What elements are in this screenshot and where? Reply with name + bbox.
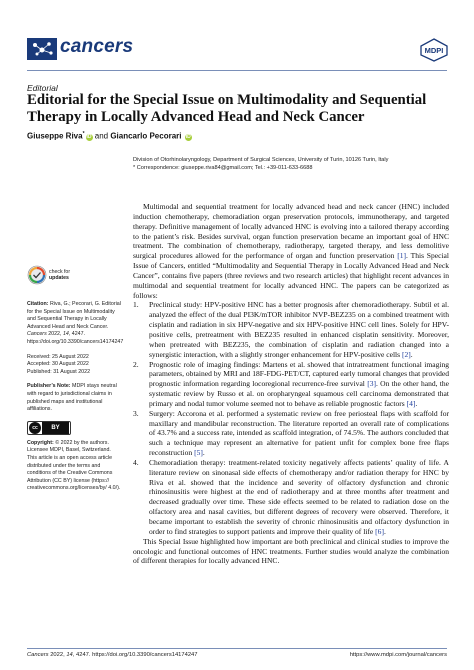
dates-block bbox=[27, 354, 122, 377]
author-1-mark: * bbox=[82, 131, 85, 137]
citation-text: Riva, G.; Pecorari, G. Editorial for the Special Issue on Multimodality and Sequential Therapy in Locally Advanced Head and Neck Cancer. bbox=[27, 301, 121, 330]
journal-name[interactable]: cancers bbox=[60, 36, 134, 57]
check-for-updates-label bbox=[49, 269, 70, 281]
by-icon: BY bbox=[42, 422, 69, 434]
citation-block bbox=[27, 301, 122, 347]
list-item bbox=[133, 409, 449, 458]
category-list bbox=[133, 300, 449, 536]
mdpi-logo-icon[interactable] bbox=[419, 38, 449, 62]
list-item bbox=[133, 458, 449, 537]
author-2[interactable]: Giancarlo Pecorari bbox=[110, 131, 182, 141]
journal-logo-icon bbox=[27, 38, 57, 60]
citation-label: Citation: bbox=[27, 301, 49, 307]
list-number: 3. bbox=[133, 408, 139, 418]
copyright-text: © 2022 by the authors. Licensee MDPI, Basel, Switzerland. This article is an open access article distributed under the terms and conditions of the Creative Commons Attribution (CC BY) license (https:// creativecommons.org/licenses/by/ 4.0/). bbox=[27, 439, 121, 492]
correspondence: * Correspondence: giuseppe.riva84@gmail.com; Tel.: +39-011-633-6688 bbox=[133, 165, 313, 171]
citation-volume: 14 bbox=[62, 331, 69, 338]
affiliations bbox=[133, 156, 453, 172]
footer-volume: 14 bbox=[66, 652, 73, 658]
reference-link[interactable]: [4] bbox=[406, 398, 416, 408]
reference-link[interactable]: [3] bbox=[367, 379, 376, 389]
list-number: 2. bbox=[133, 359, 139, 369]
published-date: Published: 31 August 2022 bbox=[27, 368, 91, 375]
copyright-label: Copyright: bbox=[27, 439, 54, 446]
list-text: Surgery: Accorona et al. performed a systematic review on free periosteal flaps with scaffold for maxillary and mandibular reconstruction. The literature reported an overall rate of complications of 43.7% and a success rate, intended as scaffold integration, of 74.5%. The authors concluded that such a technique may represent an alternative for patient unfit for complex bone free flaps reconstruction bbox=[149, 408, 449, 458]
closing-paragraph: This Special Issue highlighted how important are both preclinical and clinical studies to improve the oncologic and functional outcomes of HNC treatments. Further studies would analyze the combination of different therapies for locally advanced HNC. bbox=[133, 536, 449, 566]
article-title: Editorial for the Special Issue on Multimodality and Sequential Therapy in Locally Advanced Head and Neck Cancer bbox=[27, 92, 427, 125]
reference-link[interactable]: [5] bbox=[194, 448, 203, 458]
journal-header bbox=[27, 38, 447, 64]
publisher-note bbox=[27, 383, 122, 413]
reference-link[interactable]: [6] bbox=[375, 526, 384, 536]
intro-text: Multimodal and sequential treatment for locally advanced head and neck cancer (HNC) included induction chemotherapy, chemoradiation organ preservation protocols, immunotherapy, and targeted therapy. Definitive management of locally advanced HNC is evolving into a tailored therapy according to the patient’s risk. Besides survival, organ function preservation became an important goal of HNC treatment. The combination of chemotherapy, radiotherapy, targeted therapy, and less demolitive surgical procedures allowed for the performance of organ and function preservation bbox=[133, 202, 449, 261]
received-date: Received: 25 August 2022 bbox=[27, 353, 89, 360]
author-separator: and bbox=[92, 131, 111, 141]
reference-link[interactable]: [2] bbox=[401, 349, 411, 359]
article-type: Editorial bbox=[27, 83, 58, 93]
orcid-icon[interactable]: iD bbox=[185, 133, 191, 140]
check-for-updates-icon bbox=[27, 265, 47, 285]
affiliation: Division of Otorhinolaryngology, Department of Surgical Sciences, University of Turin, 10126 Turin, Italy bbox=[133, 157, 389, 163]
authors bbox=[27, 131, 192, 141]
citation-journal: Cancers bbox=[27, 331, 47, 338]
list-item bbox=[133, 300, 449, 359]
accepted-date: Accepted: 30 August 2022 bbox=[27, 361, 89, 368]
article-body bbox=[133, 202, 449, 566]
list-text: Preclinical study: HPV-positive HNC has a better prognosis after chemoradiotherapy. Subtil et al. analyzed the effect of the dual PI3K/mTOR inhibitor NVP-BEZ235 on a combined treatment with cisplatin and radiation in six HPV-negative and six HPV-positive HNC cell lines. Solely for HPV-positive cells, pretreatment with BEZ235 resulted in enhanced cisplatin sensitivity. Moreover, when pretreated with BEZ235, the combination of cisplatin and radiation changed into a synergistic interaction, with a slightly stronger enhancement for HPV-positive cells bbox=[149, 300, 449, 359]
reference-link[interactable]: [1] bbox=[397, 251, 407, 261]
check-line-1: check for bbox=[49, 269, 71, 275]
publisher-note-text: MDPI stays neutral with regard to jurisdictional claims in published maps and institutional affiliations. bbox=[27, 383, 117, 413]
cc-icon: cc bbox=[29, 422, 41, 434]
list-number: 4. bbox=[133, 457, 139, 467]
list-item bbox=[133, 360, 449, 409]
footer-divider bbox=[27, 648, 447, 649]
footer-journal: Cancers bbox=[27, 652, 49, 658]
orcid-icon[interactable]: iD bbox=[86, 133, 92, 140]
list-text-mid: . On the other hand, the systematic review by Russo et al. on oropharyngeal squamous cell carcinoma demonstrated that primary and nodal tumor volume seemed not to behave as reliable prognostic factors bbox=[149, 379, 449, 408]
footer-citation bbox=[27, 652, 198, 658]
check-line-2: updates bbox=[49, 275, 69, 281]
header-divider bbox=[27, 70, 447, 71]
list-text-end: . bbox=[410, 349, 413, 359]
copyright-block bbox=[27, 440, 122, 493]
check-for-updates-button[interactable] bbox=[27, 265, 122, 291]
intro-paragraph bbox=[133, 202, 449, 300]
list-text: Chemoradiation therapy: treatment-related toxicity negatively affects patients’ quality of life. A literature review on sinonasal side effects of chemotherapy and/or radiation therapy for HNC by Riva et al. showed that the incidence and severity of olfactory dysfunction and chronic rhinosinusitis were highest at the end of radiotherapy and at three months after treatment and decreased gradually over time. These side effects seemed to be related to radiation dose on the olfactory area and nasal cavities, but different degrees of recovery were observed. Therefore, it became important to establish the severity of chronic rhinosinusitis and olfactory dysfunction in order to find strategies to support patients and improve their quality of life bbox=[149, 457, 449, 536]
list-text: Prognostic role of imaging findings: Martens et al. showed that intratreatment functional imaging parameters, obtained by MRI and 18F-FDG-PET/CT, captured early tumoral changes that provided prognostic information regarding locoregional recurrence-free survival bbox=[149, 359, 449, 389]
citation-doi[interactable]: , 4247. https://doi.org/10.3390/cancers14174247 bbox=[27, 331, 124, 345]
list-text-end: . bbox=[383, 526, 386, 536]
footer-doi[interactable]: , 4247. https://doi.org/10.3390/cancers14174247 bbox=[72, 652, 198, 658]
list-number: 1. bbox=[133, 300, 139, 310]
sidebar bbox=[27, 265, 122, 500]
list-text-end: . bbox=[415, 398, 418, 408]
mdpi-logo-text: MDPI bbox=[424, 46, 444, 55]
citation-year: 2022, bbox=[46, 331, 63, 338]
footer-website-link[interactable]: https://www.mdpi.com/journal/cancers bbox=[349, 652, 447, 658]
list-text-end: . bbox=[202, 448, 205, 458]
intro-text-2: . This Special Issue of Cancers, entitled “Multimodality and Sequential Therapy in Locally Advanced Head and Neck Cancer”, contains five papers (three reviews and two research articles) that highlight recent advances in multimodal and sequential treatment for locally advanced HNC. The papers can be categorized as follows: bbox=[133, 251, 449, 300]
author-1[interactable]: Giuseppe Riva bbox=[27, 131, 83, 141]
footer-year: 2022, bbox=[48, 652, 67, 658]
cc-by-license-badge[interactable] bbox=[27, 421, 71, 435]
publisher-note-label: Publisher’s Note: bbox=[27, 383, 71, 390]
